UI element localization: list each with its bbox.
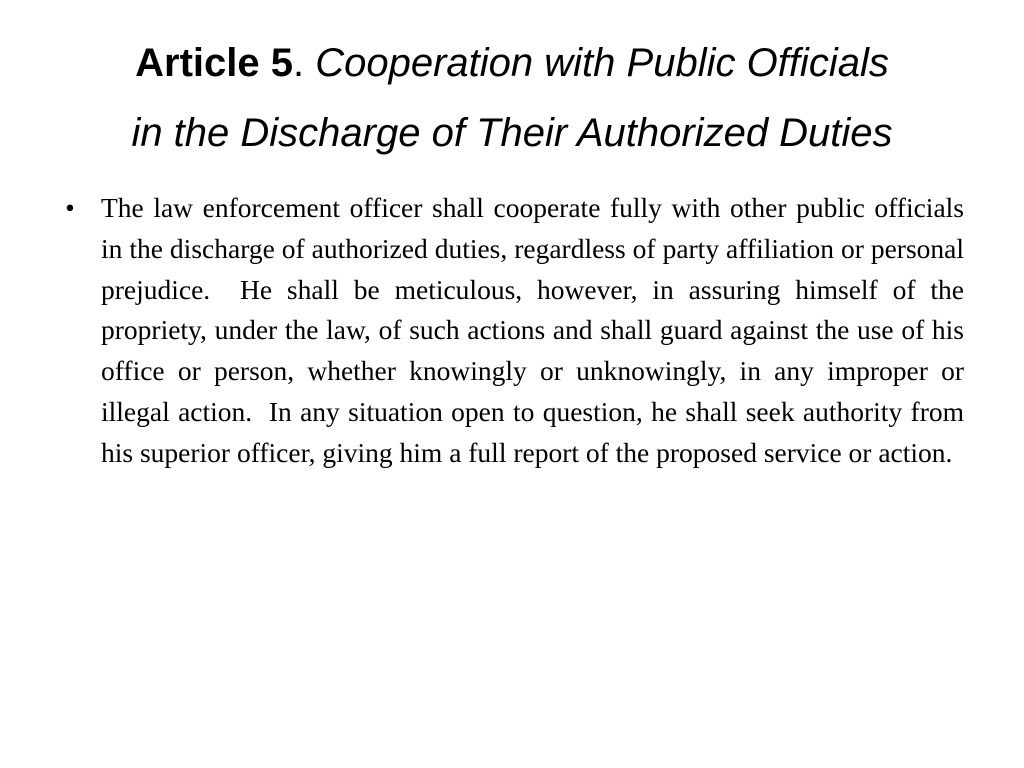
bullet-list [60, 188, 971, 474]
bullet-text: The law enforcement officer shall cooperate fully with other public officials in the discharge of authorized duties, regardless of party affiliation or personal prejudice. He shall be meticulous, however, in assuring himself of the propriety, under the law, of such actions and shall guard against the use of his office or person, whether knowingly or unknowingly, in any improper or illegal action. In any situation open to question, he shall seek authority from his superior officer, giving him a full report of the proposed service or action. [101, 192, 971, 468]
bullet-icon: • [65, 192, 75, 223]
title-article-number: Article 5 [135, 41, 293, 85]
title-line-2: in the Discharge of Their Authorized Duties [131, 111, 893, 155]
title-line-1: Cooperation with Public Officials [304, 41, 889, 85]
bullet-item [60, 188, 971, 474]
title-separator: . [293, 41, 305, 85]
slide-title [40, 28, 984, 168]
